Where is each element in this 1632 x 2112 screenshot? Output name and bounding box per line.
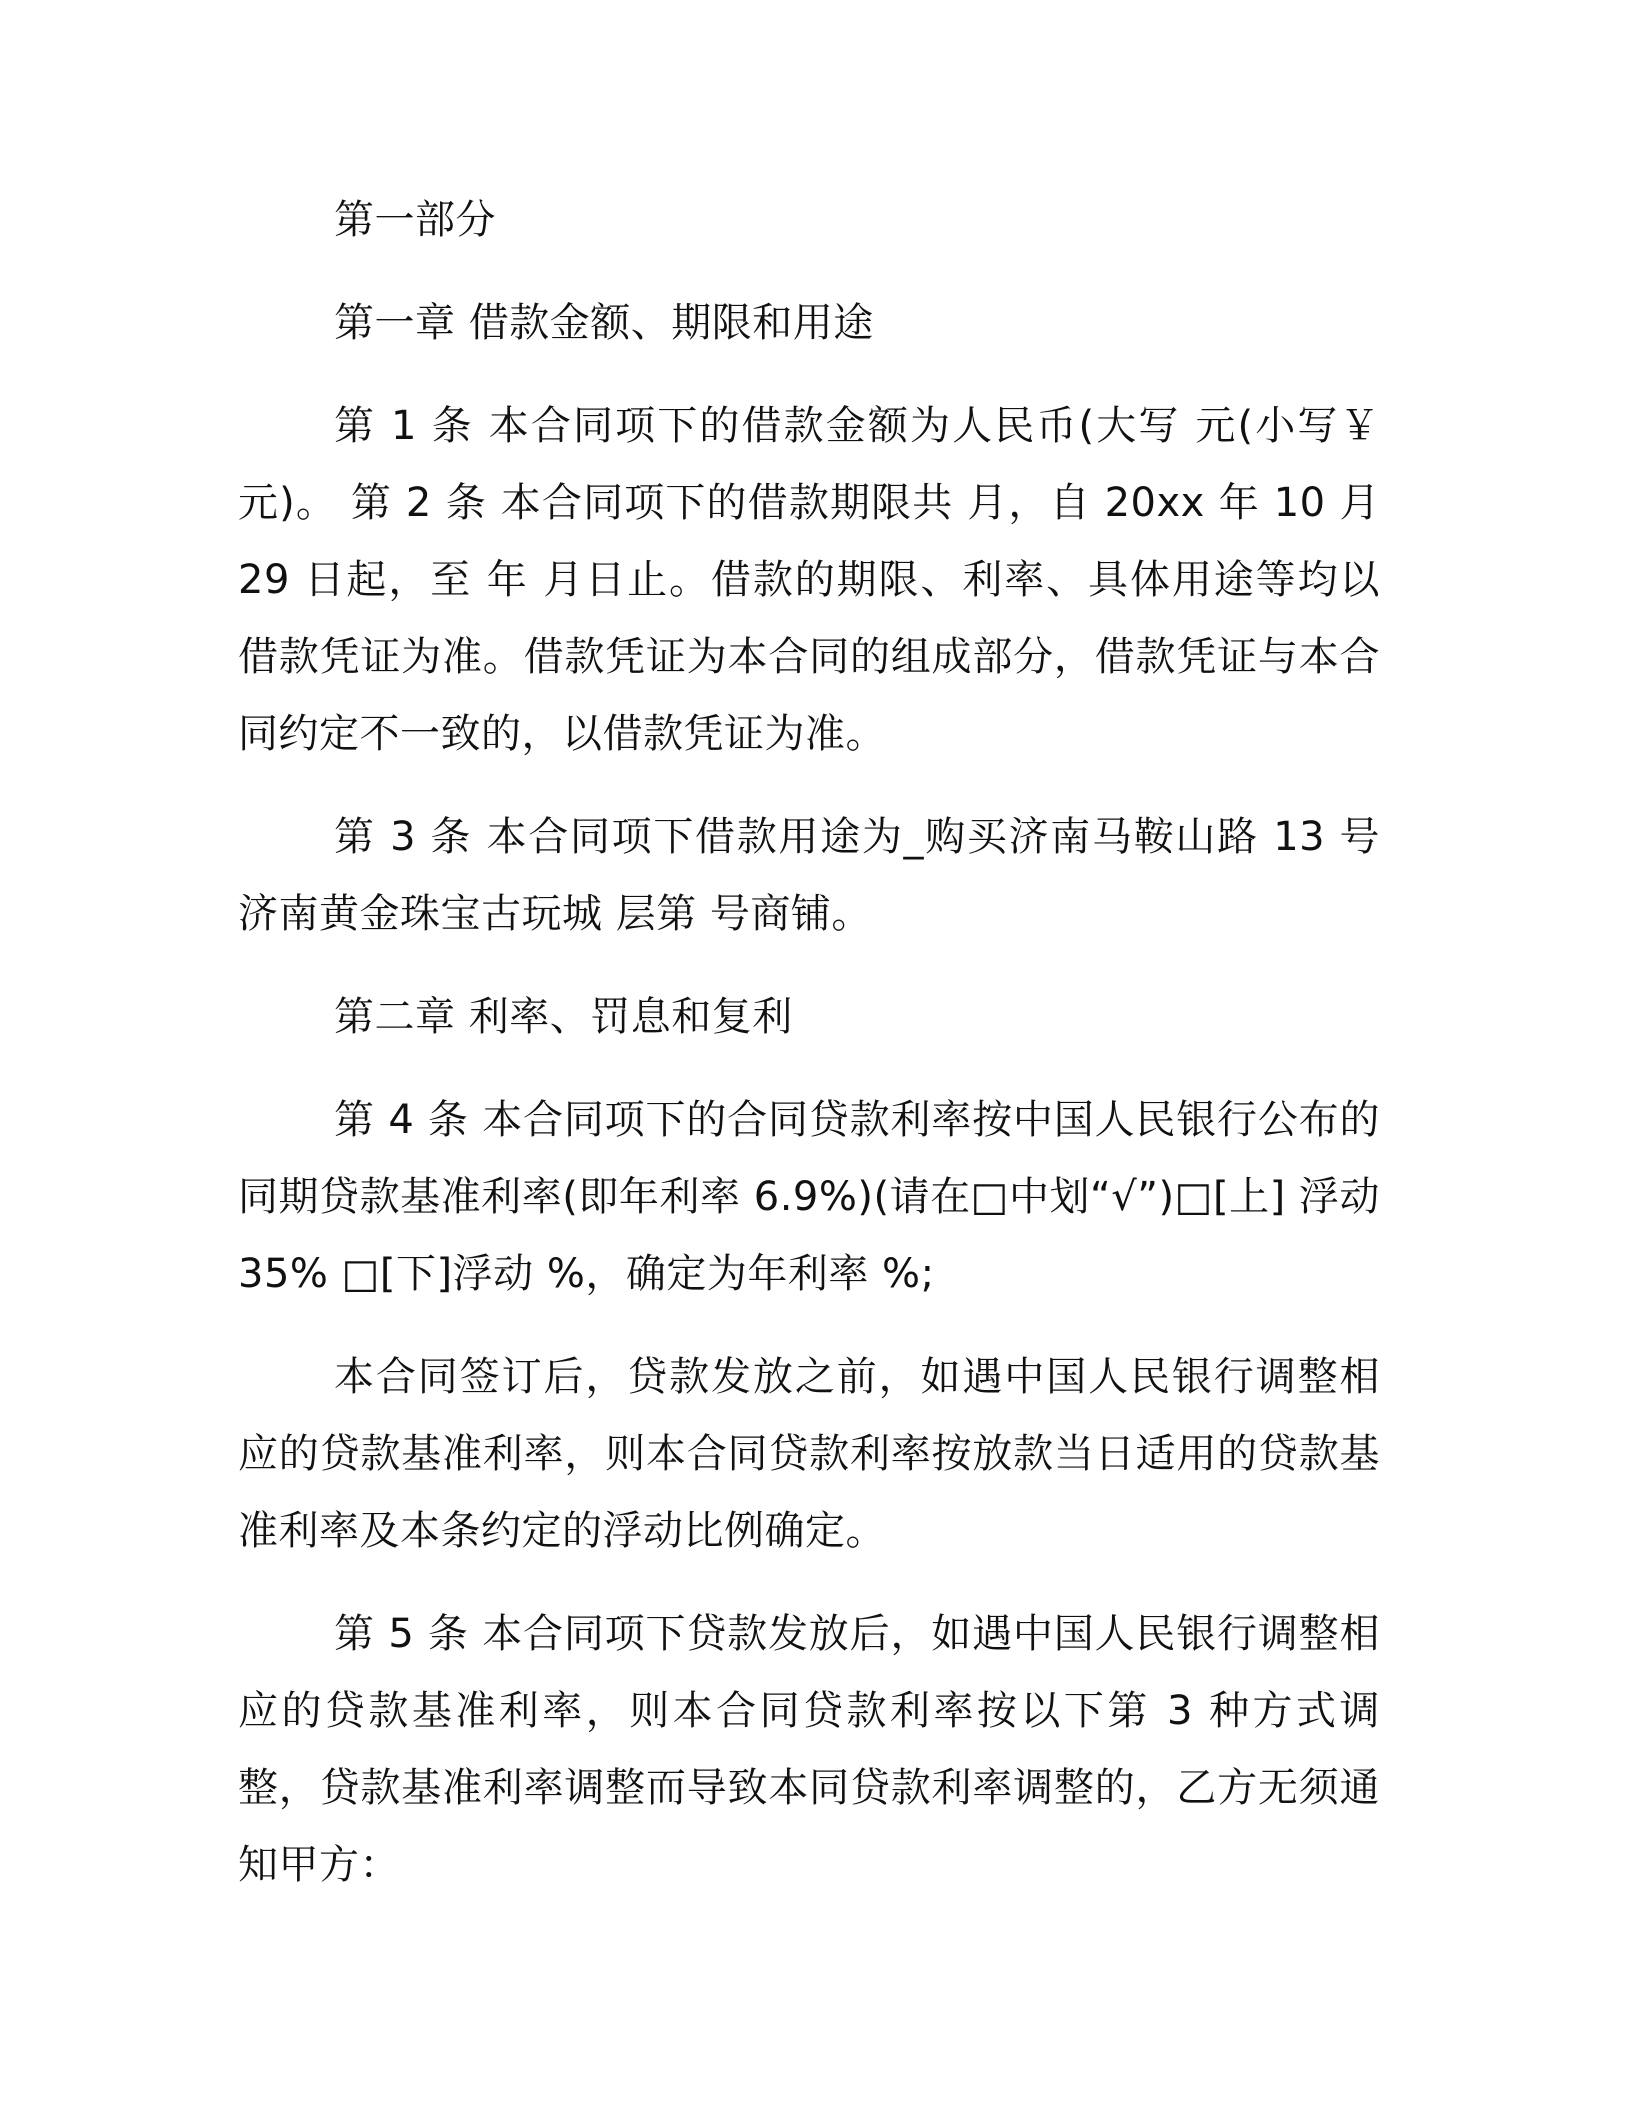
part-heading: 第一部分 — [334, 197, 496, 243]
chapter-2-heading: 第二章 利率、罚息和复利 — [334, 994, 793, 1040]
article-1-2-paragraph: 第 1 条 本合同项下的借款金额为人民币(大写 元(小写￥ 元)。 第 2 条 本合同项下的借款期限共 月，自 20xx 年 10 月 29 日起，至 年 月日止。借款的期限、利率、具体用途等均以借款凭证为准。借款凭证为本合同的组成部分，借款凭证与本合同约定不一致的，以借款凭证为准。 — [238, 403, 1380, 757]
article-5-paragraph: 第 5 条 本合同项下贷款发放后，如遇中国人民银行调整相应的贷款基准利率，则本合同贷款利率按以下第 3 种方式调整，贷款基准利率调整而导致本同贷款利率调整的，乙方无须通知甲方： — [238, 1611, 1380, 1888]
chapter-1-heading: 第一章 借款金额、期限和用途 — [334, 300, 874, 346]
document-body — [238, 182, 1380, 1904]
rate-adjustment-paragraph: 本合同签订后，贷款发放之前，如遇中国人民银行调整相应的贷款基准利率，则本合同贷款利率按放款当日适用的贷款基准利率及本条约定的浮动比例确定。 — [238, 1354, 1380, 1554]
article-3-paragraph: 第 3 条 本合同项下借款用途为_购买济南马鞍山路 13 号济南黄金珠宝古玩城 层第 号商铺。 — [238, 814, 1380, 937]
article-4-paragraph: 第 4 条 本合同项下的合同贷款利率按中国人民银行公布的同期贷款基准利率(即年利率 6.9%)(请在□中划“√”)□[上] 浮动 35% □[下]浮动 %，确定为年利率 %; — [238, 1097, 1380, 1297]
